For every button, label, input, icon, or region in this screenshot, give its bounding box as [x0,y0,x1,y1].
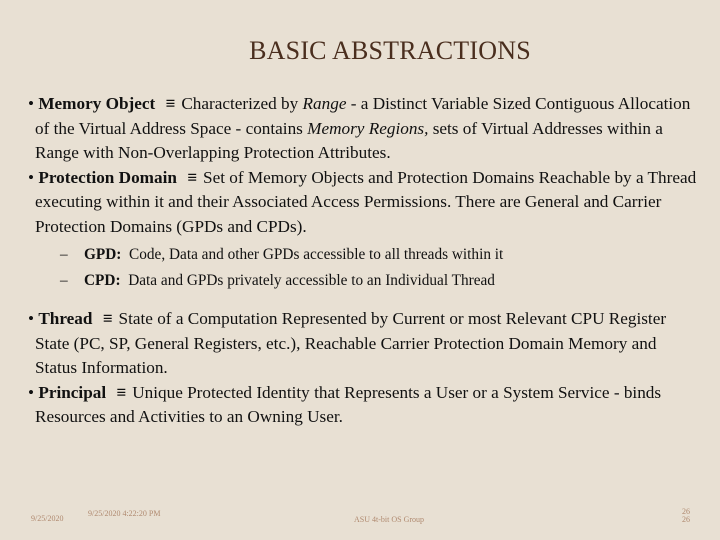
equiv-symbol: ≡ [187,167,198,187]
equiv-symbol: ≡ [165,94,176,113]
definition-emphasis: Range [302,94,347,113]
sub-text: Data and GPDs privately accessible to an Individual Thread [128,271,495,289]
bullet-list [28,92,700,430]
bullet-memory-object [28,92,700,166]
equiv-symbol: ≡ [102,309,113,328]
equiv-symbol: ≡ [116,382,127,402]
bullet-marker: • [28,167,35,187]
footer-center-text: ASU 4t-bit OS Group [354,515,425,524]
sub-label: CPD: [84,271,121,289]
term-label: Thread [38,309,93,328]
page-number-top: 26 [682,507,690,516]
bullet-protection-domain [28,166,700,240]
definition-emphasis: Memory Regions, [307,118,429,138]
sub-bullet-cpd [28,268,700,294]
bullet-principal [28,381,700,430]
sub-label: GPD: [84,246,122,263]
definition-text: State of a Computation Represented by Current or most Relevant CPU Register State (PC, SP, General Registers, etc.), Reachable Carrier Protection Domain Memory and Status Information. [35,309,667,377]
definition-text: - a Distinct Variable Sized Contiguous Allocation of the Virtual Address Space - contains [35,94,691,138]
sub-text: Code, Data and other GPDs accessible to all threads within it [129,246,504,263]
page-number-bottom: 26 [682,515,690,524]
definition-text: Set of Memory Objects and Protection Domains Reachable by a Thread executing within it and their Associated Access Permissions. There are General and Carrier Protection Domains (GPDs and CPDs). [35,167,697,236]
sub-bullet-gpd [28,242,700,268]
definition-text: sets of Virtual Addresses within a Range with Non-Overlapping Protection Attributes. [35,118,663,162]
definition-text: Unique Protected Identity that Represents a User or a System Service - binds Resources and Activities to an Owning User. [35,382,662,426]
footer-timestamp: 9/25/2020 4:22:20 PM [88,509,161,518]
bullet-marker: • [28,309,35,328]
definition-text: Characterized by [181,94,303,113]
bullet-marker: • [28,94,35,113]
footer-page-number [680,508,690,524]
sub-dash: – [60,246,68,263]
term-label: Memory Object [38,94,156,113]
footer-date: 9/25/2020 [31,514,64,523]
bullet-marker: • [28,382,35,402]
term-label: Protection Domain [38,167,177,187]
slide-title: BASIC ABSTRACTIONS [249,36,531,65]
term-label: Principal [38,382,107,402]
sub-dash: – [60,271,68,289]
bullet-thread [28,307,700,381]
